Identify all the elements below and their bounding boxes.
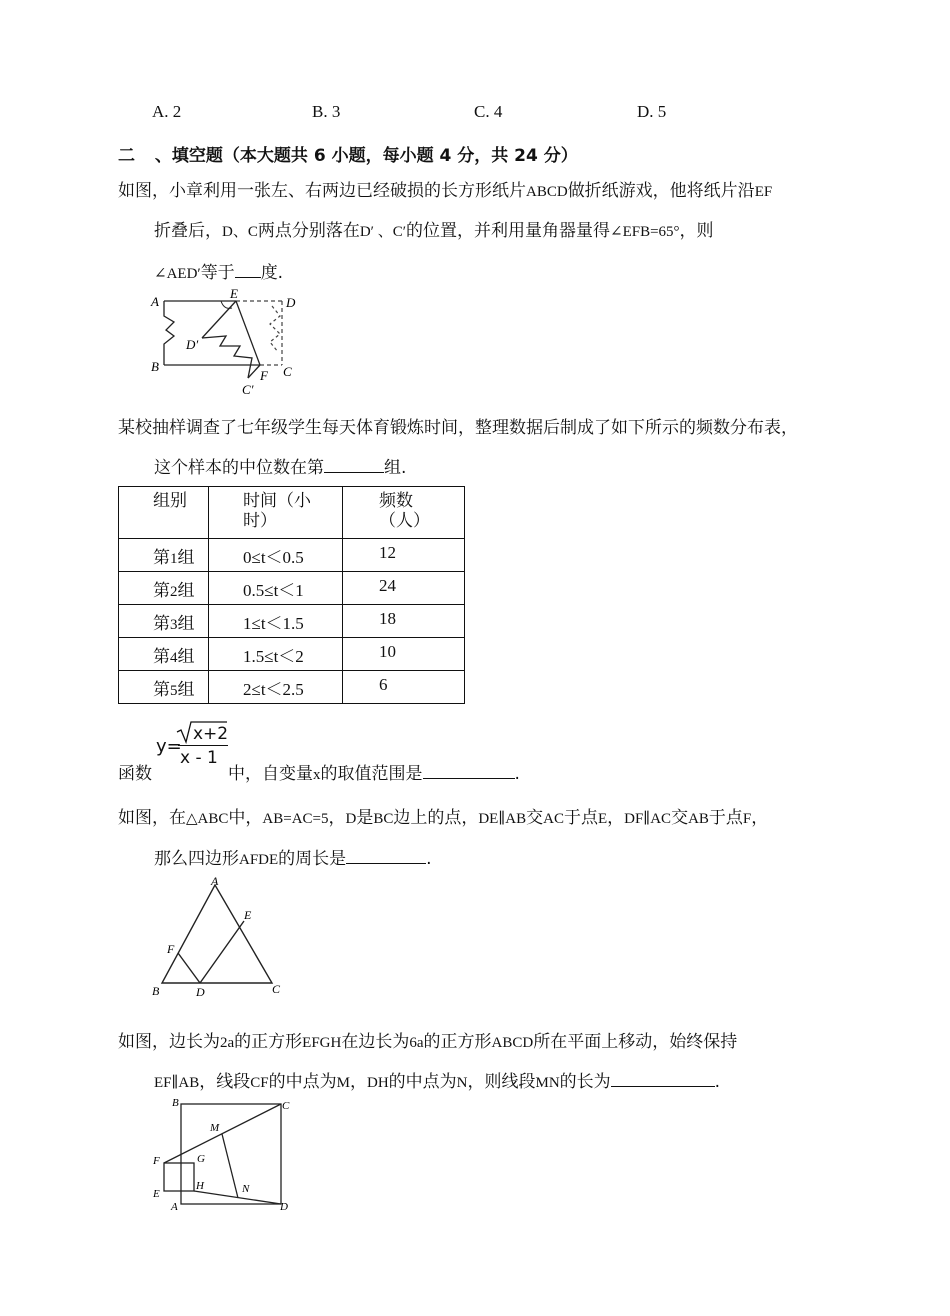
section-heading — [118, 141, 578, 166]
label-c: C — [283, 364, 292, 379]
q1-line2: 折叠后，D、C两点分别落在D′ 、C′的位置，并利用量角器量得∠EFB=65°，则 — [154, 221, 714, 241]
header-count: 频数 （人） — [343, 487, 465, 539]
choice-c: C. 4 — [474, 102, 503, 121]
header-time: 时间（小 时） — [209, 487, 343, 539]
label-b: B — [172, 1097, 179, 1109]
label-n: N — [242, 1183, 250, 1195]
answer-blank[interactable] — [611, 1086, 715, 1087]
table-row: 第5组 2≤t＜2.5 6 — [119, 671, 465, 704]
q3-numerator: x+2 — [193, 724, 229, 744]
label-c: C — [282, 1100, 290, 1112]
label-f: F — [153, 1155, 160, 1167]
label-e: E — [153, 1188, 160, 1200]
label-a: A — [151, 294, 159, 309]
q5-line2: EF∥AB，线段CF的中点为M，DH的中点为N，则线段MN的长为 . — [154, 1072, 721, 1092]
table-row: 第3组 1≤t＜1.5 18 — [119, 605, 465, 638]
triangle-figure — [148, 873, 288, 999]
label-c: C — [272, 982, 281, 996]
header-group: 组别 — [119, 487, 209, 539]
label-e: E — [244, 908, 252, 922]
label-g: G — [197, 1153, 205, 1165]
label-m: M — [210, 1122, 220, 1134]
label-d: D — [286, 295, 296, 310]
label-f: F — [260, 368, 268, 383]
fraction-bar — [178, 745, 228, 746]
q3-suffix: 中，自变量x的取值范围是 . — [228, 764, 520, 784]
label-b: B — [151, 359, 159, 374]
label-e: E — [230, 286, 238, 301]
frequency-table — [118, 486, 465, 704]
label-c-prime: C′ — [242, 382, 254, 397]
section-number: 二 — [118, 146, 135, 166]
table-row: 第1组 0≤t＜0.5 12 — [119, 539, 465, 572]
label-d-prime: D′ — [186, 337, 199, 352]
squares-figure — [148, 1094, 298, 1216]
answer-blank[interactable] — [235, 277, 261, 278]
q2-line1: 某校抽样调查了七年级学生每天体育锻炼时间，整理数据后制成了如下所示的频数分布表， — [118, 418, 798, 438]
label-a: A — [171, 1201, 178, 1213]
choice-b: B. 3 — [312, 102, 341, 121]
table-row: 第2组 0.5≤t＜1 24 — [119, 572, 465, 605]
q3-y-eq: y= — [156, 736, 182, 757]
choice-d: D. 5 — [637, 102, 667, 121]
q1-line1: 如图，小章利用一张左、右两边已经破损的长方形纸片ABCD做折纸游戏，他将纸片沿EF — [118, 181, 773, 201]
answer-blank[interactable] — [324, 472, 384, 473]
q2-line2: 这个样本的中位数在第 组. — [154, 458, 407, 478]
label-d: D — [196, 985, 205, 999]
table-row: 第4组 1.5≤t＜2 10 — [119, 638, 465, 671]
q5-line1: 如图，边长为2a的正方形EFGH在边长为6a的正方形ABCD所在平面上移动，始终保持 — [118, 1032, 738, 1052]
q3-denominator: x - 1 — [180, 748, 218, 768]
section-title: 、填空题（本大题共 6 小题，每小题 4 分，共 24 分） — [154, 146, 578, 166]
q1-line3: ∠AED′等于 度. — [154, 263, 284, 283]
q3-prefix: 函数 — [118, 764, 152, 784]
q4-line1: 如图，在△ABC中，AB=AC=5，D是BC边上的点，DE∥AB交AC于点E，DF∥AC交AB于点F， — [118, 808, 769, 828]
answer-blank[interactable] — [346, 863, 426, 864]
fold-figure — [148, 286, 308, 398]
label-h: H — [196, 1180, 204, 1192]
q4-line2: 那么四边形AFDE的周长是 . — [154, 849, 432, 869]
answer-blank[interactable] — [423, 778, 515, 779]
label-f: F — [167, 942, 175, 956]
label-d: D — [280, 1201, 288, 1213]
choice-a: A. 2 — [152, 102, 182, 121]
label-a: A — [211, 874, 219, 888]
label-b: B — [152, 984, 160, 998]
table-header-row — [119, 487, 465, 539]
